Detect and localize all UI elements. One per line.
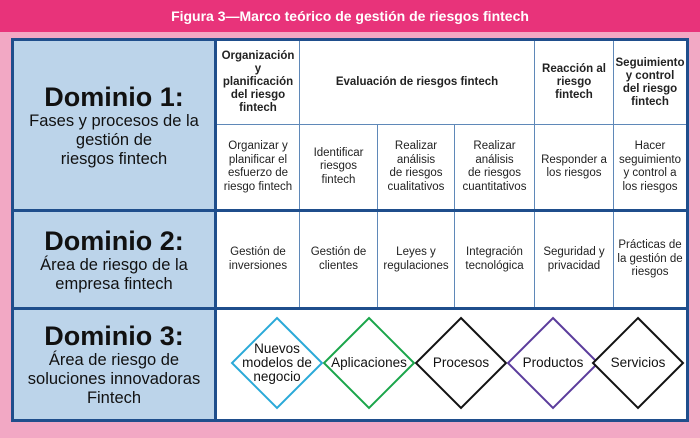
divider <box>454 124 455 209</box>
risk-security: Seguridad y privacidad <box>543 246 605 272</box>
diamond-label: Procesos <box>432 355 490 370</box>
domain-1-title: Dominio 1: <box>44 81 184 112</box>
diamond-label: Productos <box>522 355 584 370</box>
phase-header-organization: Organización y planificación del riesgo fintech <box>221 50 295 114</box>
domain-2-subtitle: Área de riesgo de la empresa fintech <box>40 255 188 293</box>
diamond-products <box>506 316 600 410</box>
domain-3-label <box>14 310 217 419</box>
divider <box>613 212 614 307</box>
phase-header-reaction: Reacción al riesgo fintech <box>542 63 606 101</box>
divider <box>534 41 535 209</box>
phase-header-evaluation: Evaluación de riesgos fintech <box>335 76 499 88</box>
domain-1-subtitle: Fases y procesos de la gestión de riesgos fintech <box>29 111 199 168</box>
domain-3-row <box>14 310 686 419</box>
domain-1-row <box>14 41 686 212</box>
divider <box>217 124 686 125</box>
divider <box>377 124 378 209</box>
process-identify: Identificar riesgos fintech <box>313 146 364 186</box>
domain-1-label <box>14 41 217 209</box>
divider <box>454 212 455 307</box>
risk-technology: Integración tecnológica <box>465 246 524 272</box>
diamond-processes <box>414 316 508 410</box>
process-respond: Responder a los riesgos <box>541 153 607 179</box>
divider <box>299 212 300 307</box>
diamond-label: Nuevos modelos de negocio <box>242 341 312 384</box>
diamond-label: Aplicaciones <box>331 355 407 370</box>
divider <box>377 212 378 307</box>
framework-table <box>11 38 689 422</box>
domain-2-row <box>14 212 686 310</box>
risk-investments: Gestión de inversiones <box>228 246 288 272</box>
domain-2-label <box>14 212 217 307</box>
process-quantitative: Realizar análisis de riesgos cuantitativos <box>462 140 527 193</box>
divider <box>299 41 300 209</box>
domain-2-title: Dominio 2: <box>44 225 184 256</box>
domain-3-subtitle: Área de riesgo de soluciones innovadoras Fintech <box>27 351 201 407</box>
diamond-label: Servicios <box>610 355 666 370</box>
divider <box>534 212 535 307</box>
process-organize: Organizar y planificar el esfuerzo de riesgo fintech <box>223 140 293 193</box>
risk-regulations: Leyes y regulaciones <box>383 246 449 272</box>
phase-header-monitoring: Seguimiento y control del riesgo fintech <box>615 56 685 108</box>
process-qualitative: Realizar análisis de riesgos cualitativos <box>387 140 445 193</box>
diamond-applications <box>322 316 416 410</box>
risk-practices: Prácticas de la gestión de riesgos <box>617 239 683 279</box>
divider <box>613 41 614 209</box>
diamond-services <box>591 316 685 410</box>
diamond-business-models <box>230 316 324 410</box>
domain-3-title: Dominio 3: <box>44 321 184 351</box>
process-monitor: Hacer seguimiento y control a los riesgos <box>618 140 681 193</box>
figure-title: Figura 3—Marco teórico de gestión de riesgos fintech <box>0 0 700 32</box>
risk-clients: Gestión de clientes <box>310 246 367 272</box>
